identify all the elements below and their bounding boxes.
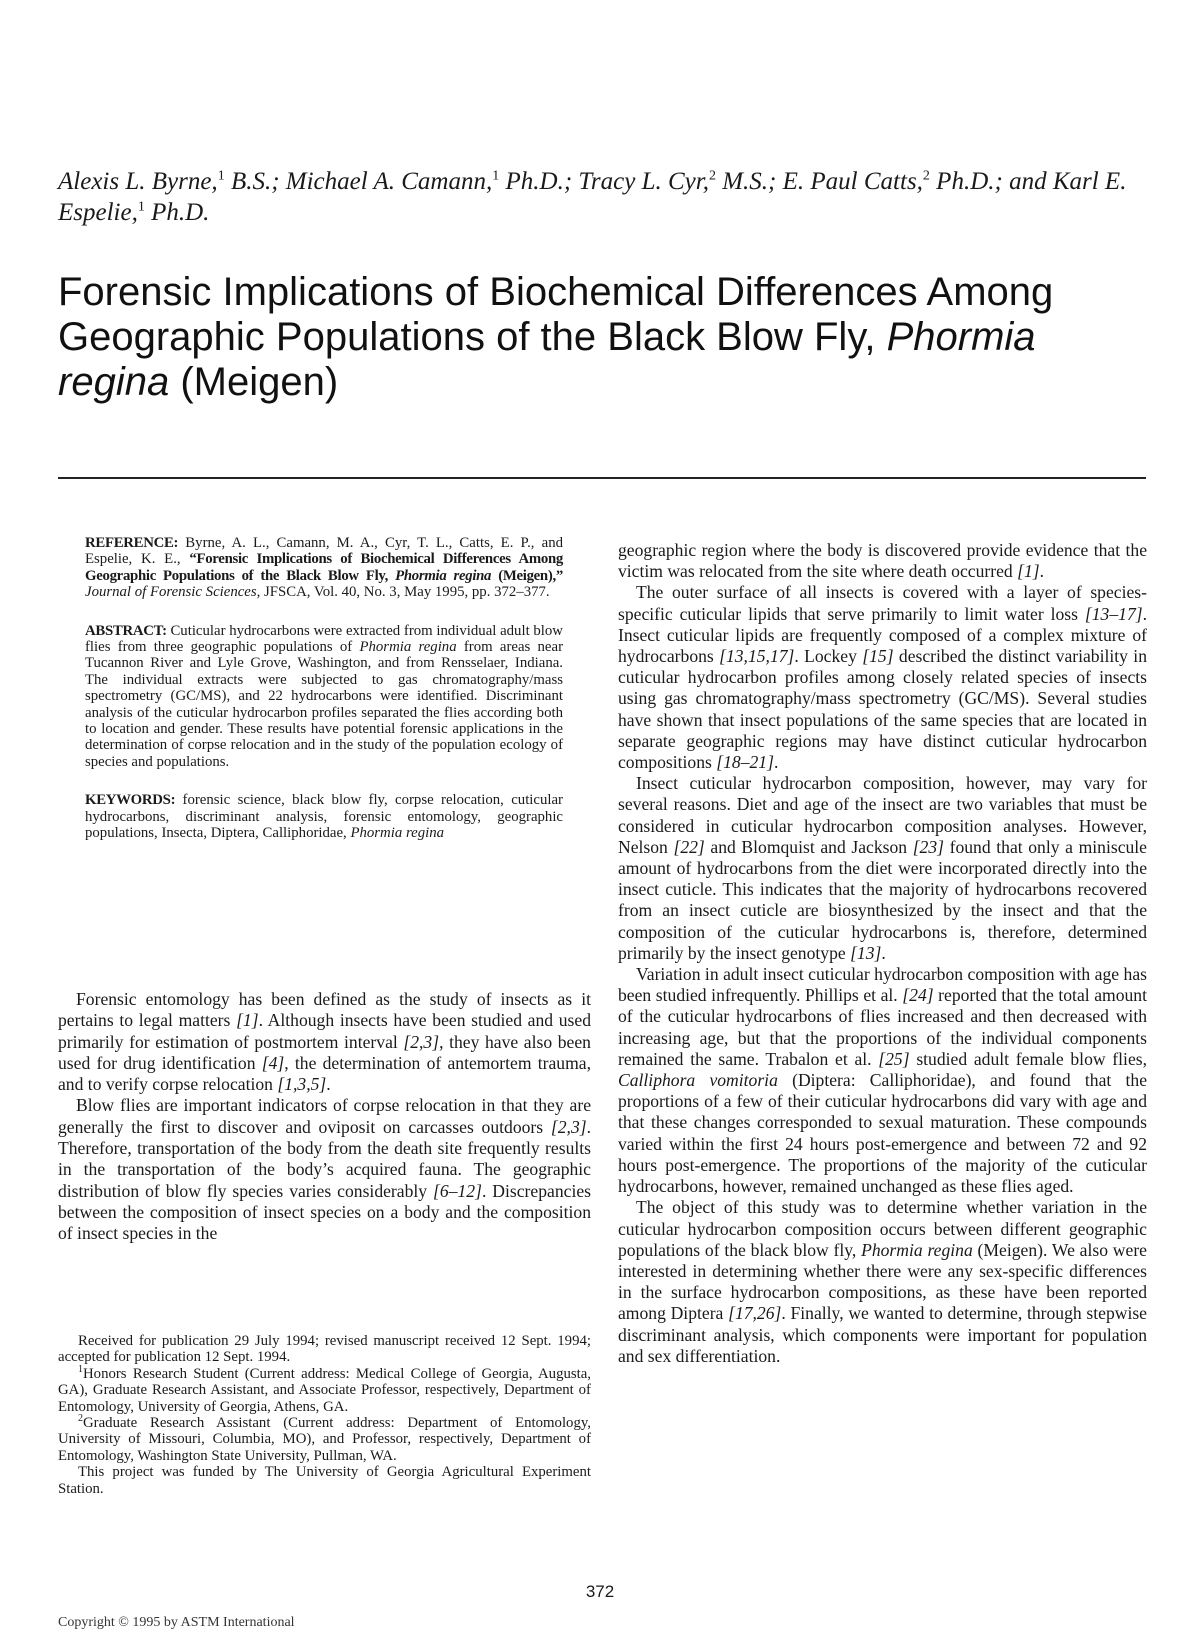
reference-authors: Byrne, A. L., Camann, M. A., Cyr, T. L., Catts, E. P., and Espelie, K. E., — [85, 535, 563, 568]
footnote-received: Received for publication 29 July 1994; revised manuscript received 12 Sept. 1994; accepted for publication 12 Sept. 1994. — [58, 1333, 591, 1366]
author-byrne: Alexis L. Byrne, — [58, 168, 218, 195]
body-paragraph: Insect cuticular hydrocarbon composition, however, may vary for several reasons. Diet and age of the insect are two variables that must be considered in cuticular hydrocarbon composition analyses. However, Nelson [22] and Blomquist and Jackson [23] found that only a miniscule amount of hydrocarbons from the diet were incorporated directly into the insect cuticle. This indicates that the majority of hydrocarbons recovered from an insect cuticle are biosynthesized by the insect and that the composition of the cuticular hydrocarbons is, therefore, determined primarily by the insect genotype [13]. — [618, 773, 1147, 963]
citation: [2,3] — [403, 1031, 440, 1052]
citation: [2,3] — [550, 1116, 587, 1137]
title-text: Forensic Implications of Biochemical Differences Among Geographic Populations of the Black Blow Fly, — [58, 270, 1054, 359]
body-paragraph: Forensic entomology has been defined as the study of insects as it pertains to legal matters [1]. Although insects have been studied and used primarily for estimation of postmortem interval [2,3], they have also been used for drug identification [4], the determination of antemortem trauma, and to verify corpse relocation [1,3,5]. — [58, 989, 592, 1095]
footnote-mark: 1 — [78, 1363, 83, 1375]
abstract-column — [85, 535, 563, 864]
affiliation-mark: 1 — [492, 168, 500, 184]
citation: [1] — [1017, 561, 1040, 582]
title-divider — [58, 477, 1146, 479]
author-list — [58, 166, 1148, 228]
body-paragraph: The object of this study was to determine whether variation in the cuticular hydrocarbon composition occurs between different geographic populations of the black blow fly, Phormia regina (Meigen). We also were interested in determining whether there were any sex-specific differences in the surface hydrocarbon compositions, as these have been reported among Diptera [17,26]. Finally, we wanted to determine, through stepwise discriminant analysis, which components were important for population and sex differentiation. — [618, 1197, 1147, 1366]
footnote-funding: This project was funded by The University of Georgia Agricultural Experiment Station. — [58, 1464, 591, 1497]
page-number: 372 — [585, 1582, 615, 1601]
abstract-block — [85, 623, 563, 771]
paper-title — [58, 270, 1118, 405]
right-column — [618, 540, 1147, 1367]
body-paragraph: The outer surface of all insects is covered with a layer of species-specific cuticular lipids that serve primarily to limit water loss [13–17]. Insect cuticular lipids are frequently composed of a complex mixture of hydrocarbons [13,15,17]. Lockey [15] described the distinct variability in cuticular hydrocarbon profiles among closely related species of insects using gas chromatography/mass spectrometry (GC/MS). Several studies have shown that insect populations of the same species that are located in separate geographic regions may have distinct cuticular hydrocarbon compositions [18–21]. — [618, 582, 1147, 773]
affiliation-mark: 1 — [217, 168, 225, 184]
abstract-text: from areas near Tucannon River and Lyle Grove, Washington, and from Rensselaer, Indiana. The individual extracts were subjected to gas chromatography/mass spectrometry (GC/MS), and 22 hydrocarbons were identified. Discriminant analysis of the cuticular hydrocarbon profiles separated the flies according both to location and gender. These results have potential forensic applications in the determination of corpse relocation and in the study of the population ecology of species and populations. — [85, 639, 563, 770]
reference-species: Phormia regina — [395, 567, 492, 584]
citation: [4] — [261, 1052, 285, 1073]
footnote-affiliation-2: $^2$Graduate Research Assistant (Current address: Department of Entomology, University of Missouri, Columbia, MO), and Professor, respectively, Department of Entomology, Washington State University, Pullman, WA. — [58, 1413, 591, 1464]
citation: [17,26] — [728, 1303, 782, 1324]
citation: [24] — [902, 985, 934, 1006]
body-paragraph: geographic region where the body is discovered provide evidence that the victim was relocated from the site where death occurred [1]. — [618, 540, 1147, 582]
citation: [15] — [862, 646, 894, 667]
title-species: Phormia regina — [58, 315, 1036, 404]
author-catts: M.S.; E. Paul Catts, — [715, 168, 923, 195]
footnote-affiliation-1: $^1$Honors Research Student (Current address: Medical College of Georgia, Augusta, GA), Graduate Research Assistant, and Associate Professor, respectively, Department of Entomology, University of Georgia, Athens, GA. — [58, 1363, 591, 1415]
citation: [22] — [673, 836, 705, 857]
intro-column — [58, 989, 591, 1245]
author-espelie: Ph.D.; and Karl E. Espelie, — [58, 168, 1127, 226]
abstract-text: Cuticular hydrocarbons were extracted from individual adult blow flies from three geographic populations of — [85, 622, 563, 656]
reference-journal: Journal of Forensic Sciences, — [85, 584, 261, 601]
species-name: Phormia regina — [861, 1239, 973, 1260]
abstract-label: ABSTRACT: — [85, 622, 167, 639]
citation: [1,3,5] — [277, 1074, 327, 1095]
citation: [13,15,17] — [719, 646, 795, 667]
keywords-block — [85, 792, 563, 841]
author-degree: Ph.D. — [144, 199, 210, 226]
reference-label: REFERENCE: — [85, 535, 179, 551]
affiliation-mark: 2 — [922, 168, 930, 184]
citation: [13] — [850, 942, 882, 963]
body-paragraph: Variation in adult insect cuticular hydrocarbon composition with age has been studied infrequently. Phillips et al. [24] reported that the total amount of the cuticular hydrocarbons of flies increased and then decreased with increasing age, but that the proportions of the individual components remained the same. Trabalon et al. [25] studied adult female blow flies, Calliphora vomitoria (Diptera: Calliphoridae), and found that the proportions of a few of their cuticular hydrocarbons did vary with age and that these changes corresponded to sexual maturation. These compounds varied within the first 24 hours post-emergence and between 72 and 92 hours post-emergence. The proportions of the majority of the cuticular hydrocarbons, however, remained unchanged as these flies aged. — [618, 964, 1147, 1197]
author-camann: B.S.; Michael A. Camann, — [224, 168, 493, 195]
title-authority: (Meigen) — [169, 360, 339, 404]
citation: [18–21] — [716, 752, 774, 773]
species-name: Calliphora vomitoria — [618, 1070, 778, 1091]
affiliation-mark: 1 — [137, 199, 145, 215]
reference-citation: JFSCA, Vol. 40, No. 3, May 1995, pp. 372–377. — [260, 584, 550, 601]
abstract-species: Phormia regina — [359, 639, 457, 656]
reference-authority: (Meigen),” — [491, 567, 563, 584]
keywords-species: Phormia regina — [350, 825, 445, 842]
author-cyr: Ph.D.; Tracy L. Cyr, — [499, 168, 709, 195]
body-paragraph: Blow flies are important indicators of corpse relocation in that they are generally the first to discover and oviposit on carcasses outdoors [2,3]. Therefore, transportation of the body from the death site frequently results in the transportation of the body’s acquired fauna. The geographic distribution of blow fly species varies considerably [6–12]. Discrepancies between the composition of insect species on a body and the composition of insect species in the — [58, 1095, 591, 1244]
footnote-mark: 2 — [78, 1413, 83, 1425]
citation: [25] — [878, 1048, 910, 1069]
citation: [1] — [236, 1010, 259, 1031]
keywords-label: KEYWORDS: — [85, 792, 176, 809]
citation: [6–12] — [433, 1180, 482, 1201]
reference-block — [85, 535, 563, 601]
citation: [13–17] — [1084, 603, 1143, 624]
reference-title: “Forensic Implications of Biochemical Differences Among Geographic Populations of the Black Blow Fly, — [85, 551, 564, 584]
footnotes — [58, 1333, 591, 1497]
keywords-text: forensic science, black blow fly, corpse relocation, cuticular hydrocarbons, discriminant analysis, forensic entomology, geographic populations, Insecta, Diptera, Calliphoridae, — [85, 792, 563, 842]
affiliation-mark: 2 — [708, 168, 716, 184]
citation: [23] — [912, 836, 944, 857]
copyright-notice: Copyright © 1995 by ASTM International — [58, 1615, 295, 1630]
